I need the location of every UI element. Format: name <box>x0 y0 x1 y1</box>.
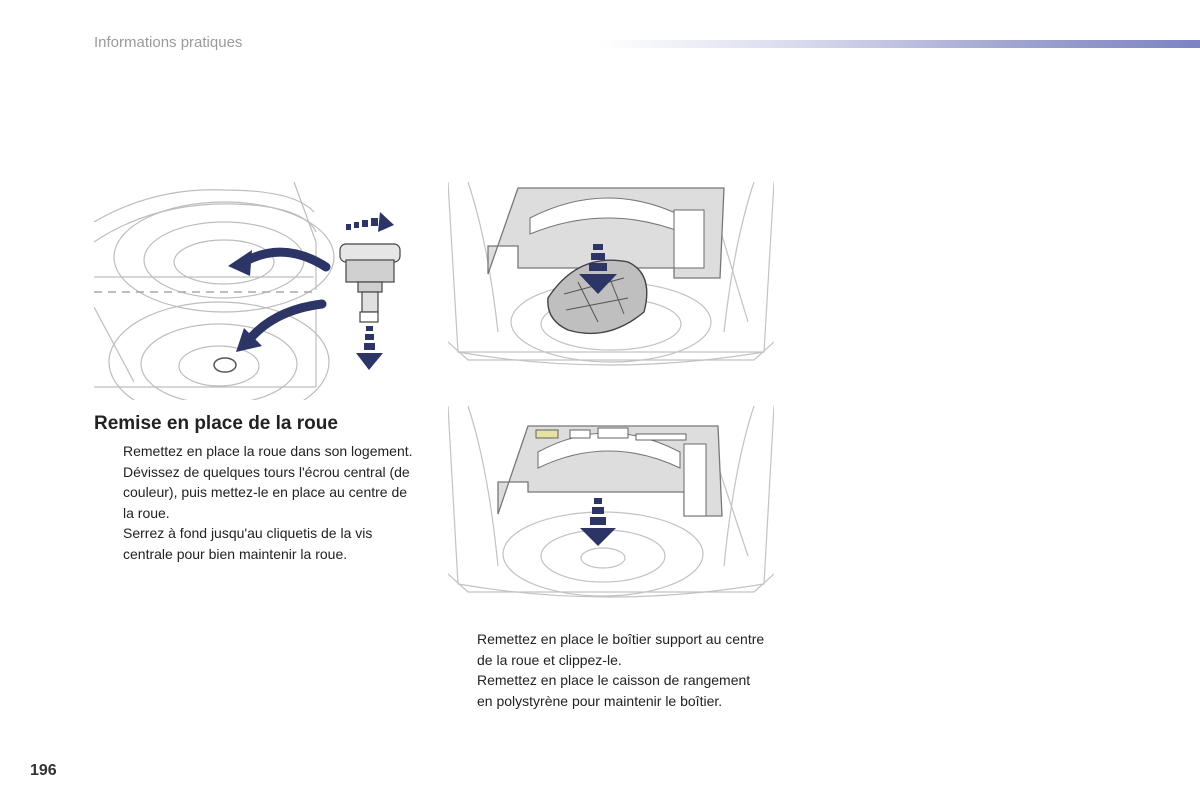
steps-list-left <box>94 441 414 564</box>
step-text: Remettez en place le caisson de rangement en polystyrène pour maintenir le boîtier. <box>477 672 751 709</box>
header-accent-bar <box>600 40 1200 48</box>
steps-list-right <box>448 629 768 711</box>
support-box-illustration <box>448 182 774 378</box>
page-number: 196 <box>30 762 57 779</box>
step-text: Serrez à fond jusqu'au cliquetis de la vis centrale pour bien maintenir la roue. <box>123 525 373 562</box>
step-text: Remettez en place le boîtier support au centre de la roue et clippez-le. <box>477 631 765 668</box>
header-section-title: Informations pratiques <box>94 34 243 51</box>
wheel-nut-illustration <box>94 182 412 400</box>
step-text: Remettez en place la roue dans son logement. <box>123 443 413 459</box>
list-item <box>448 629 768 670</box>
list-item <box>448 670 768 711</box>
step-text: Dévissez de quelques tours l'écrou central (de couleur), puis mettez-le en place au centre de la roue. <box>123 463 410 521</box>
list-item <box>94 523 414 564</box>
list-item <box>94 441 414 462</box>
section-heading: Remise en place de la roue <box>94 413 338 434</box>
list-item <box>94 462 414 524</box>
polystyrene-box-illustration <box>448 406 774 610</box>
